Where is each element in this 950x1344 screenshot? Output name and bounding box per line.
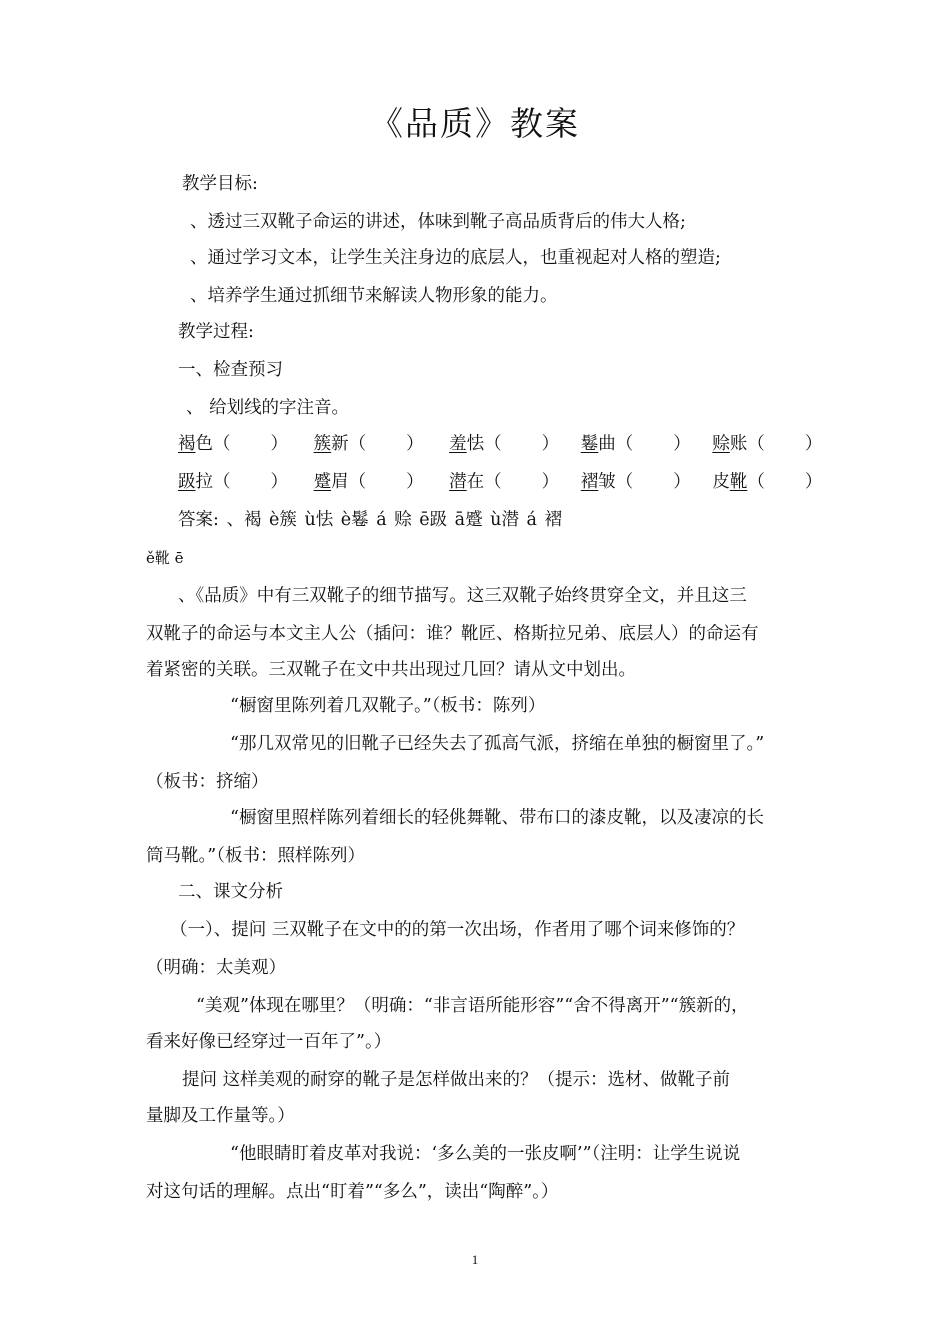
quote-4-line-2: 对这句话的理解。点出“盯着”“多么”，读出“陶醉”。） bbox=[146, 1182, 559, 1202]
exercise-item: 褶皱（ ） bbox=[580, 472, 691, 492]
quote-3-line-1: “橱窗里照样陈列着细长的轻佻舞靴、带布口的漆皮靴，以及凄凉的长 bbox=[230, 808, 764, 828]
question-2-line-2: 量脚及工作量等。） bbox=[146, 1106, 295, 1126]
answer-line-1: 答案: 、褐 è簇 ù怯 è鬈 á 赊 ē趿 ā蹙 ù潜 á 褶 bbox=[178, 510, 562, 530]
question-1b-line-2: 看来好像已经穿过一百年了”。） bbox=[146, 1032, 392, 1052]
exercise-item: 皮靴（ ） bbox=[712, 472, 823, 492]
objectives-heading: 教学目标: bbox=[182, 174, 258, 194]
page-title: 《品质》教案 bbox=[370, 104, 580, 143]
question-2-line-1: 提问 这样美观的耐穿的靴子是怎样做出来的？（提示：选材、做靴子前 bbox=[182, 1070, 731, 1090]
paragraph-2-line-1: 、《品质》中有三双靴子的细节描写。这三双靴子始终贯穿全文，并且这三 bbox=[178, 586, 747, 606]
question-1b-line-1: “美观”体现在哪里？（明确：“非言语所能形容”“舍不得离开”“簇新的， bbox=[196, 996, 749, 1016]
section-1-heading: 一、检查预习 bbox=[178, 360, 283, 380]
process-heading: 教学过程: bbox=[178, 322, 254, 342]
paragraph-2-line-3: 着紧密的关联。三双靴子在文中共出现过几回？请从文中划出。 bbox=[146, 660, 636, 680]
objective-3: 、培养学生通过抓细节来解读人物形象的能力。 bbox=[190, 286, 558, 306]
exercise-item: 潜在（ ） bbox=[449, 472, 560, 492]
quote-2-line-2: （板书：挤缩） bbox=[146, 772, 269, 792]
task-1: 、 给划线的字注音。 bbox=[186, 398, 350, 418]
exercise-item: 鬈曲（ ） bbox=[580, 434, 691, 454]
exercise-item: 羞怯（ ） bbox=[449, 434, 560, 454]
quote-2-line-1: “那几双常见的旧靴子已经失去了孤高气派，挤缩在单独的橱窗里了。” bbox=[230, 734, 765, 754]
answer-line-2: ě靴 ē bbox=[146, 549, 184, 567]
paragraph-2-line-2: 双靴子的命运与本文主人公（插问：谁？靴匠、格斯拉兄弟、底层人）的命运有 bbox=[146, 624, 759, 644]
exercise-item: 赊账（ ） bbox=[712, 434, 823, 454]
exercise-item: 褐色（ ） bbox=[178, 434, 288, 454]
page-number: 1 bbox=[471, 1252, 479, 1267]
exercise-item: 蹙眉（ ） bbox=[313, 472, 424, 492]
section-2-heading: 二、课文分析 bbox=[178, 882, 283, 902]
phonetic-row-2 bbox=[178, 470, 822, 494]
question-1-line-1: （一）、提问 三双靴子在文中的的第一次出场，作者用了哪个词来修饰的？ bbox=[170, 920, 745, 940]
exercise-item: 趿拉（ ） bbox=[178, 472, 288, 492]
quote-4-line-1: “他眼睛盯着皮革对我说：‘多么美的一张皮啊’”（注明：让学生说说 bbox=[230, 1144, 741, 1164]
quote-3-line-2: 筒马靴。”（板书：照样陈列） bbox=[146, 846, 365, 866]
question-1-line-2: （明确：太美观） bbox=[146, 958, 286, 978]
objective-2: 、通过学习文本，让学生关注身边的底层人，也重视起对人格的塑造; bbox=[190, 248, 721, 268]
quote-1: “橱窗里陈列着几双靴子。”（板书：陈列） bbox=[230, 696, 546, 716]
phonetic-row-1 bbox=[178, 432, 822, 456]
objective-1: 、透过三双靴子命运的讲述，体味到靴子高品质背后的伟大人格; bbox=[190, 212, 686, 232]
exercise-item: 簇新（ ） bbox=[313, 434, 424, 454]
